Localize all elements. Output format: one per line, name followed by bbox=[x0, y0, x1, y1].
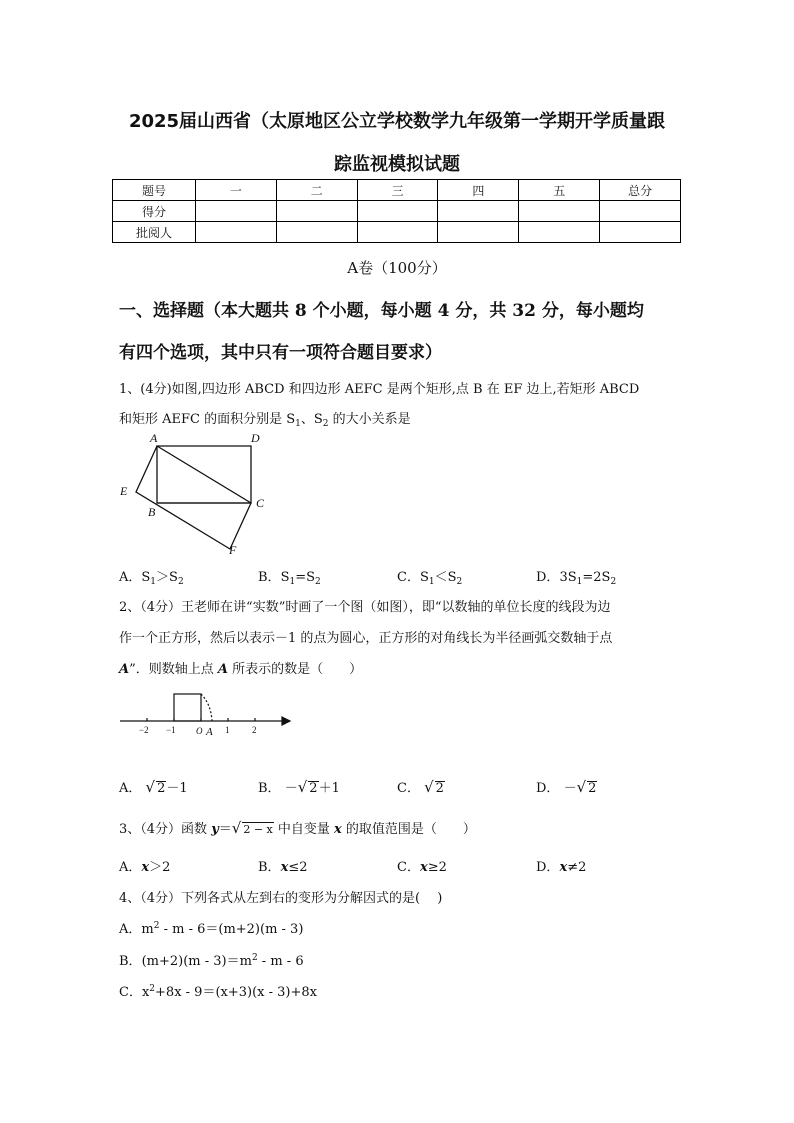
q1-text: 、S bbox=[300, 412, 323, 427]
option-text: ≥2 bbox=[427, 860, 447, 875]
header-cell: 总分 bbox=[600, 180, 681, 201]
grader-cell bbox=[276, 222, 357, 243]
sqrt-icon: √ bbox=[297, 778, 308, 796]
var-x: x bbox=[419, 860, 428, 875]
axis-arrow bbox=[282, 717, 290, 725]
score-cell bbox=[276, 201, 357, 222]
q2-option-a[interactable] bbox=[119, 777, 188, 796]
sqrt-icon: √ bbox=[424, 778, 434, 796]
option-text: ＞S bbox=[156, 570, 178, 585]
option-text: m bbox=[141, 922, 154, 937]
q3-option-a[interactable] bbox=[119, 856, 170, 875]
q3-stem bbox=[119, 818, 476, 837]
option-text: (m+2)(m - 3)＝m bbox=[141, 954, 252, 969]
section-a-heading: A卷（100分） bbox=[347, 259, 447, 277]
score-table bbox=[112, 179, 681, 243]
score-cell bbox=[438, 201, 519, 222]
header-cell: 四 bbox=[438, 180, 519, 201]
sqrt-icon: √ bbox=[231, 819, 242, 837]
subscript: 2 bbox=[177, 577, 184, 587]
score-cell bbox=[357, 201, 438, 222]
option-text: ＜S bbox=[434, 570, 457, 585]
page-title-line1: 2025届山西省（太原地区公立学校数学九年级第一学期开学质量跟 bbox=[128, 111, 666, 132]
option-text: x bbox=[141, 985, 150, 1000]
origin-label: O bbox=[196, 726, 203, 736]
row-label: 得分 bbox=[113, 201, 196, 222]
var-y: y bbox=[211, 822, 219, 837]
option-text: S bbox=[419, 570, 429, 585]
sqrt-icon: √ bbox=[145, 778, 156, 796]
subscript: 2 bbox=[610, 577, 617, 587]
tick-label: −2 bbox=[139, 725, 149, 735]
page-title-line2: 踪监视模拟试题 bbox=[334, 154, 460, 175]
q1-option-a[interactable] bbox=[119, 566, 184, 587]
q1-text: 和矩形 AEFC 的面积分别是 S bbox=[119, 412, 296, 427]
subscript: 1 bbox=[289, 577, 296, 587]
q1-stem-line2 bbox=[119, 408, 411, 429]
radicand: 2 bbox=[157, 781, 166, 796]
q1-rectangles-figure bbox=[112, 428, 282, 560]
option-letter: D． bbox=[536, 860, 560, 875]
grader-cell bbox=[519, 222, 600, 243]
subscript: 1 bbox=[295, 419, 301, 429]
option-letter: A． bbox=[119, 860, 142, 875]
q2-stem-line2: 作一个正方形，然后以表示－1 的点为圆心，正方形的对角线长为半径画弧交数轴于点 bbox=[119, 631, 613, 646]
subscript: 1 bbox=[428, 577, 435, 587]
part1-heading-line1: 一、选择题（本大题共 8 个小题，每小题 4 分，共 32 分，每小题均 bbox=[119, 301, 644, 321]
score-cell bbox=[600, 201, 681, 222]
option-text: S bbox=[280, 570, 290, 585]
label-a: A bbox=[150, 431, 158, 445]
grader-cell bbox=[357, 222, 438, 243]
grader-cell bbox=[600, 222, 681, 243]
grader-cell bbox=[196, 222, 277, 243]
grader-row bbox=[113, 222, 681, 243]
q3-option-c[interactable] bbox=[397, 856, 447, 875]
option-text: 3S bbox=[559, 570, 577, 585]
q4-stem: 4、（4分）下列各式从左到右的变形为分解因式的是( ) bbox=[119, 891, 443, 906]
q4-option-a[interactable] bbox=[119, 918, 303, 937]
option-letter: B． bbox=[258, 570, 281, 585]
part1-heading-line2: 有四个选项，其中只有一项符合题目要求） bbox=[119, 343, 442, 363]
q3-text: 中自变量 bbox=[273, 822, 335, 837]
q3-text: ＝ bbox=[218, 822, 232, 837]
unit-square bbox=[174, 694, 201, 721]
superscript: 2 bbox=[153, 921, 160, 931]
radicand: 2 bbox=[588, 781, 597, 796]
subscript: 2 bbox=[315, 577, 321, 587]
row-label: 批阅人 bbox=[113, 222, 196, 243]
var-x: x bbox=[141, 860, 150, 875]
option-text: －1 bbox=[166, 781, 188, 796]
q4-option-c[interactable] bbox=[119, 981, 317, 1000]
option-text: - m - 6 bbox=[257, 954, 304, 969]
option-text: ＞2 bbox=[149, 860, 171, 875]
superscript: 2 bbox=[149, 984, 156, 994]
q1-option-c[interactable] bbox=[397, 566, 462, 587]
header-cell: 题号 bbox=[113, 180, 196, 201]
score-row bbox=[113, 201, 681, 222]
var-x: x bbox=[334, 822, 342, 837]
q2-number-line-figure bbox=[112, 690, 297, 740]
q3-option-d[interactable] bbox=[536, 856, 586, 875]
subscript: 2 bbox=[456, 577, 463, 587]
header-cell: 二 bbox=[276, 180, 357, 201]
label-b: B bbox=[148, 505, 156, 519]
q2-option-b[interactable] bbox=[258, 777, 340, 796]
option-letter: A． bbox=[119, 570, 142, 585]
option-letter: B． bbox=[119, 954, 142, 969]
point-a-italic: A bbox=[217, 662, 228, 677]
option-text: ≠2 bbox=[567, 860, 587, 875]
score-cell bbox=[196, 201, 277, 222]
label-c: C bbox=[256, 496, 265, 510]
option-text: ＋1 bbox=[318, 781, 340, 796]
tick-label: 2 bbox=[252, 725, 257, 735]
option-text: =2S bbox=[582, 570, 611, 585]
q1-text: 的大小关系是 bbox=[328, 412, 411, 427]
option-letter: A． bbox=[119, 922, 142, 937]
dashed-arc bbox=[201, 694, 212, 721]
option-text: =S bbox=[295, 570, 316, 585]
option-letter: A． bbox=[119, 781, 142, 796]
header-cell: 三 bbox=[357, 180, 438, 201]
subscript: 1 bbox=[150, 577, 157, 587]
var-x: x bbox=[280, 860, 289, 875]
option-text: S bbox=[141, 570, 151, 585]
q2-text: ”．则数轴上点 bbox=[129, 662, 218, 677]
option-text: － bbox=[284, 781, 298, 796]
option-letter: C． bbox=[397, 781, 420, 796]
radicand: 2 bbox=[309, 781, 318, 796]
option-letter: C． bbox=[397, 570, 420, 585]
q4-option-b[interactable] bbox=[119, 950, 304, 969]
option-text: +8x - 9＝(x+3)(x - 3)+8x bbox=[155, 985, 317, 1000]
q1-stem-line1: 1、(4分)如图,四边形 ABCD 和四边形 AEFC 是两个矩形,点 B 在 EF 边上,若矩形 ABCD bbox=[119, 382, 640, 397]
option-letter: B． bbox=[258, 781, 281, 796]
option-text: ≤2 bbox=[288, 860, 308, 875]
tick-label: 1 bbox=[225, 725, 230, 735]
option-text: － bbox=[563, 781, 577, 796]
q3-text: 的取值范围是（ ） bbox=[341, 822, 476, 837]
q1-option-b[interactable] bbox=[258, 566, 321, 587]
grader-cell bbox=[438, 222, 519, 243]
score-cell bbox=[519, 201, 600, 222]
q2-text: 所表示的数是（ ） bbox=[227, 662, 363, 677]
superscript: 2 bbox=[251, 953, 258, 963]
q2-option-d[interactable] bbox=[536, 777, 597, 796]
label-e: E bbox=[120, 484, 128, 498]
score-table-header-row bbox=[113, 180, 681, 201]
header-cell: 五 bbox=[519, 180, 600, 201]
label-d: D bbox=[251, 431, 260, 445]
option-text: - m - 6＝(m+2)(m - 3) bbox=[159, 922, 304, 937]
point-a-label: A bbox=[206, 726, 213, 738]
radicand: 2 − x bbox=[243, 823, 273, 836]
q2-stem-line3 bbox=[119, 658, 362, 677]
sqrt-icon: √ bbox=[576, 778, 587, 796]
q2-option-c[interactable] bbox=[397, 777, 445, 796]
tick-label: −1 bbox=[166, 725, 176, 735]
label-f: F bbox=[229, 543, 237, 557]
subscript: 1 bbox=[576, 577, 583, 587]
header-cell: 一 bbox=[196, 180, 277, 201]
q3-option-b[interactable] bbox=[258, 856, 308, 875]
q2-stem-line1: 2、（4分）王老师在讲“实数”时画了一个图（如图），即“以数轴的单位长度的线段为边 bbox=[119, 600, 611, 615]
option-letter: D． bbox=[536, 570, 560, 585]
q1-option-d[interactable] bbox=[536, 566, 616, 587]
subscript: 2 bbox=[322, 419, 329, 429]
option-letter: C． bbox=[119, 985, 142, 1000]
option-letter: B． bbox=[258, 860, 281, 875]
option-letter: D． bbox=[536, 781, 560, 796]
radicand: 2 bbox=[435, 781, 444, 796]
option-letter: C． bbox=[397, 860, 420, 875]
q3-text: 3、（4分）函数 bbox=[119, 822, 212, 837]
var-x: x bbox=[559, 860, 568, 875]
point-a-italic: A bbox=[119, 662, 130, 677]
rectangle-aefc bbox=[136, 446, 251, 549]
